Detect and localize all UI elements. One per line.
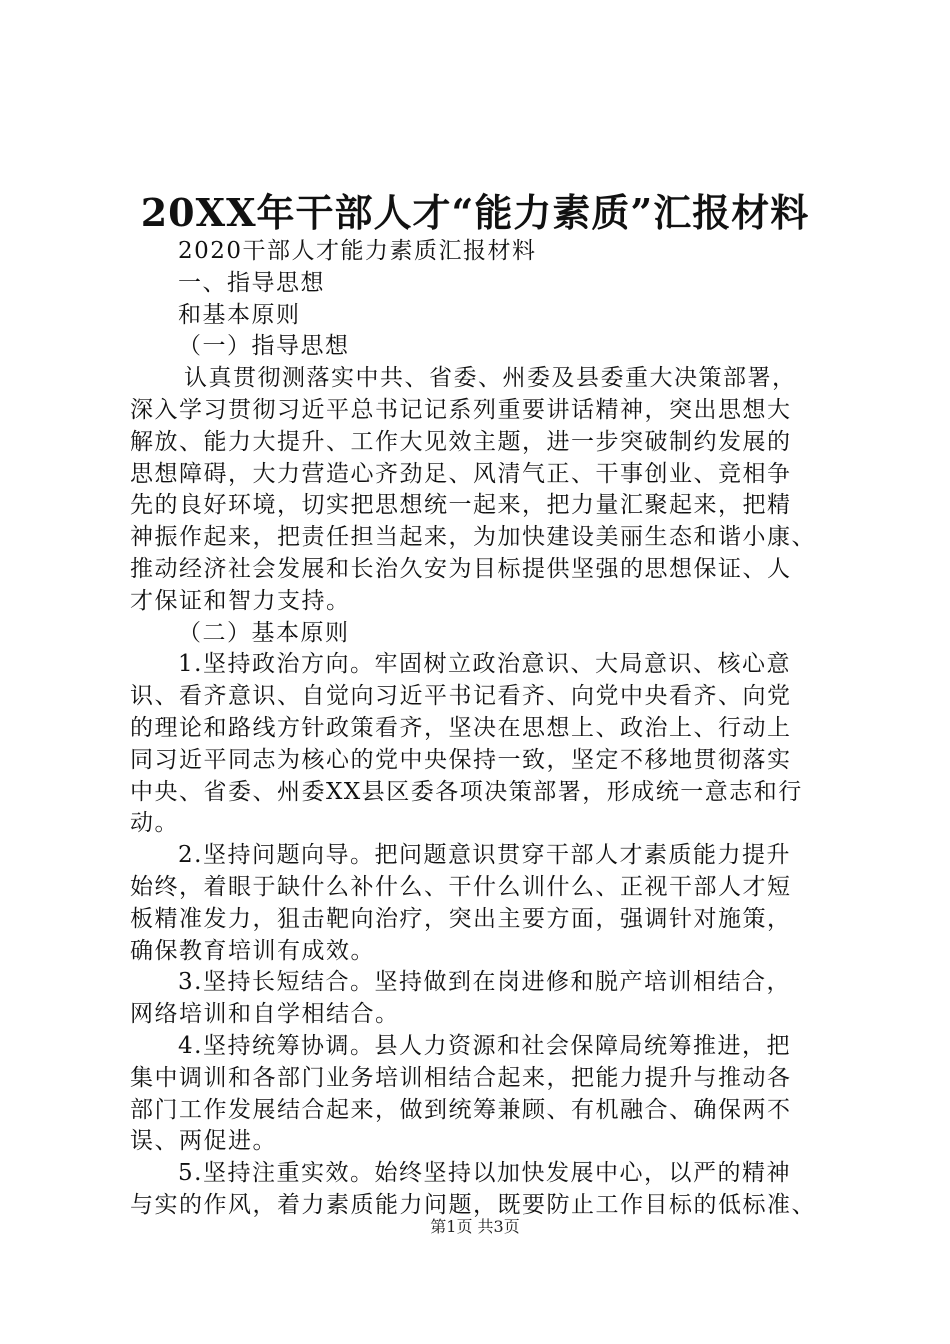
text-line: 确保教育培训有成效。 [130, 937, 375, 964]
document-title: 20XX年干部人才“能力素质”汇报材料 [140, 190, 810, 235]
text-line: 2.坚持问题向导。把问题意识贯穿干部人才素质能力提升 [178, 842, 791, 869]
text-line: 神振作起来，把责任担当起来，为加快建设美丽生态和谐小康、 [130, 524, 816, 551]
text-line: 推动经济社会发展和长治久安为目标提供坚强的思想保证、人 [130, 555, 792, 582]
text-line: 识、看齐意识、自觉向习近平书记看齐、向党中央看齐、向党 [130, 683, 792, 710]
text-line: 网络培训和自学相结合。 [130, 1001, 400, 1028]
text-line: 先的良好环境，切实把思想统一起来，把力量汇聚起来，把精 [130, 492, 792, 519]
text-line: 才保证和智力支持。 [130, 587, 351, 614]
text-line: 4.坚持统筹协调。县人力资源和社会保障局统筹推进，把 [178, 1032, 791, 1059]
text-line: （二）基本原则 [178, 619, 350, 646]
text-line: 集中调训和各部门业务培训相结合起来，把能力提升与推动各 [130, 1064, 792, 1091]
text-line: 与实的作风，着力素质能力问题，既要防止工作目标的低标准、 [130, 1191, 816, 1218]
text-line: 1.坚持政治方向。牢固树立政治意识、大局意识、核心意 [178, 651, 791, 678]
document-body [130, 236, 850, 1222]
text-line: 一、指导思想 [178, 269, 325, 296]
text-line: 板精准发力，狙击靶向治疗，突出主要方面，强调针对施策， [130, 905, 792, 932]
text-line: 始终，着眼于缺什么补什么、干什么训什么、正视干部人才短 [130, 873, 792, 900]
text-line: 解放、能力大提升、工作大见效主题，进一步突破制约发展的 [130, 428, 792, 455]
text-line: 动。 [130, 810, 179, 837]
text-line: 和基本原则 [178, 301, 301, 328]
text-line: 同习近平同志为核心的党中央保持一致，坚定不移地贯彻落实 [130, 746, 792, 773]
text-line: 认真贯彻测落实中共、省委、州委及县委重大决策部署， [184, 365, 797, 392]
text-line: 中央、省委、州委XX县区委各项决策部署，形成统一意志和行 [130, 778, 803, 805]
text-line: 深入学习贯彻习近平总书记记系列重要讲话精神，突出思想大 [130, 396, 792, 423]
page-footer: 第1页 共3页 [430, 1217, 520, 1236]
text-line: 误、两促进。 [130, 1128, 277, 1155]
text-line: 的理论和路线方针政策看齐，坚决在思想上、政治上、行动上 [130, 714, 792, 741]
text-line: 5.坚持注重实效。始终坚持以加快发展中心，以严的精神 [178, 1160, 791, 1187]
text-line: 部门工作发展结合起来，做到统筹兼顾、有机融合、确保两不 [130, 1096, 792, 1123]
text-line: （一）指导思想 [178, 333, 350, 360]
text-line: 2020干部人才能力素质汇报材料 [178, 238, 537, 264]
text-line: 3.坚持长短结合。坚持做到在岗进修和脱产培训相结合， [178, 969, 791, 996]
text-line: 思想障碍，大力营造心齐劲足、风清气正、干事创业、竞相争 [130, 460, 792, 487]
